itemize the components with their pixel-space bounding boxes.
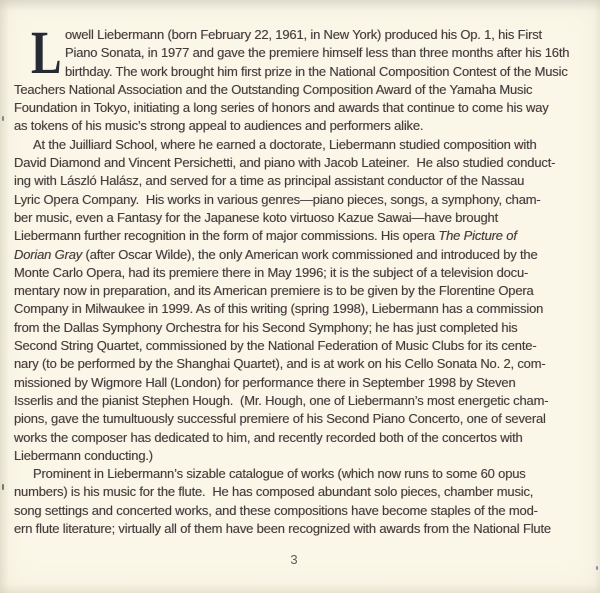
text-line xyxy=(14,154,586,172)
text-line xyxy=(14,99,586,117)
text-segment: Piano Sonata, in 1977 and gave the premiere himself less than three months after his 16th xyxy=(65,45,570,61)
text-segment: Liebermann conducting.) xyxy=(14,447,153,463)
paragraph xyxy=(14,20,586,136)
drop-cap: L xyxy=(31,20,62,87)
text-segment: owell Liebermann (born February 22, 1961, in New York) produced his Op. 1, his First xyxy=(65,27,542,42)
text-segment: ing with László Halász, and served for a time as principal assistant conductor of the Nassau xyxy=(14,173,525,189)
scan-speck xyxy=(2,484,4,490)
text-line xyxy=(14,337,586,355)
text-line xyxy=(14,502,586,520)
text-segment: missioned by Wigmore Hall (London) for performance there in September 1998 by Steven xyxy=(14,374,516,390)
text-segment: mentary now in preparation, and its American premiere is to be given by the Florentine Opera xyxy=(14,283,534,299)
text-line xyxy=(14,410,586,428)
text-segment: Second String Quartet, commissioned by the National Federation of Music Clubs for its cente- xyxy=(14,338,537,354)
text-line xyxy=(14,246,586,264)
text-line xyxy=(14,191,586,209)
text-line xyxy=(14,227,586,245)
italic-text-segment: The Picture of xyxy=(438,228,517,244)
text-line xyxy=(14,26,586,44)
text-segment: At the Juilliard School, where he earned a doctorate, Liebermann studied composition with xyxy=(33,136,537,152)
text-line xyxy=(14,136,586,154)
text-line xyxy=(14,520,586,538)
text-segment: birthday. The work brought him first prize in the National Composition Contest of the Music xyxy=(65,63,568,79)
text-segment: Foundation in Tokyo, initiating a long series of honors and awards that continue to come his way xyxy=(14,100,549,116)
text-segment: Lyric Opera Company. His works in various genres—piano pieces, songs, a symphony, cham- xyxy=(14,191,541,207)
text-line xyxy=(14,465,586,483)
text-segment: ern flute literature; virtually all of them have been recognized with awards from the National Flute xyxy=(14,521,551,537)
text-line xyxy=(14,429,586,447)
text-line xyxy=(14,447,586,465)
text-segment: ber music, even a Fantasy for the Japanese koto virtuoso Kazue Sawai—have brought xyxy=(14,209,499,225)
paragraph xyxy=(14,465,586,538)
text-line xyxy=(14,483,586,501)
text-line xyxy=(14,44,586,62)
text-segment: song settings and concerted works, and these compositions have become staples of the mod- xyxy=(14,502,538,518)
page-number: 3 xyxy=(290,552,298,567)
text-line xyxy=(14,319,586,337)
text-segment: Isserlis and the pianist Stephen Hough. (Mr. Hough, one of Liebermann’s most energetic cham- xyxy=(14,392,549,408)
text-segment: works the composer has dedicated to him, and recently recorded both of the concertos with xyxy=(14,429,523,445)
scan-speck xyxy=(596,566,598,570)
text-segment: David Diamond and Vincent Persichetti, and piano with Jacob Lateiner. He also studied conduct- xyxy=(14,155,556,171)
text-segment: as tokens of his music’s strong appeal to audiences and performers alike. xyxy=(14,118,424,134)
liner-notes-text xyxy=(14,20,586,538)
text-line xyxy=(14,209,586,227)
text-segment: Teachers National Association and the Outstanding Composition Award of the Yamaha Music xyxy=(14,81,533,97)
text-line xyxy=(14,63,586,81)
text-segment: nary (to be performed by the Shanghai Quartet), and is at work on his Cello Sonata No. 2, com- xyxy=(14,356,546,372)
text-line xyxy=(14,172,586,190)
text-segment: from the Dallas Symphony Orchestra for his Second Symphony; he has just completed his xyxy=(14,319,518,335)
text-line xyxy=(14,264,586,282)
text-line xyxy=(14,282,586,300)
italic-text-segment: Dorian Gray xyxy=(14,246,83,262)
text-line xyxy=(14,81,586,99)
text-line xyxy=(14,392,586,410)
text-line xyxy=(14,355,586,373)
text-line xyxy=(14,300,586,318)
text-segment: Liebermann further recognition in the form of major commissions. His opera xyxy=(14,228,439,244)
text-segment: (after Oscar Wilde), the only American work commissioned and introduced by the xyxy=(82,246,538,262)
text-segment: Prominent in Liebermann’s sizable catalogue of works (which now runs to some 60 opus xyxy=(33,466,526,482)
text-line xyxy=(14,117,586,135)
scan-speck xyxy=(2,116,4,121)
paragraph xyxy=(14,136,586,465)
text-segment: numbers) is his music for the flute. He has composed abundant solo pieces, chamber music, xyxy=(14,484,534,500)
text-segment: pions, gave the tumultuously successful premiere of his Second Piano Concerto, one of several xyxy=(14,411,546,427)
text-segment: Company in Milwaukee in 1999. As of this writing (spring 1998), Liebermann has a commission xyxy=(14,301,544,317)
text-line xyxy=(14,374,586,392)
text-segment: Monte Carlo Opera, had its premiere there in May 1996; it is the subject of a television docu- xyxy=(14,264,529,280)
